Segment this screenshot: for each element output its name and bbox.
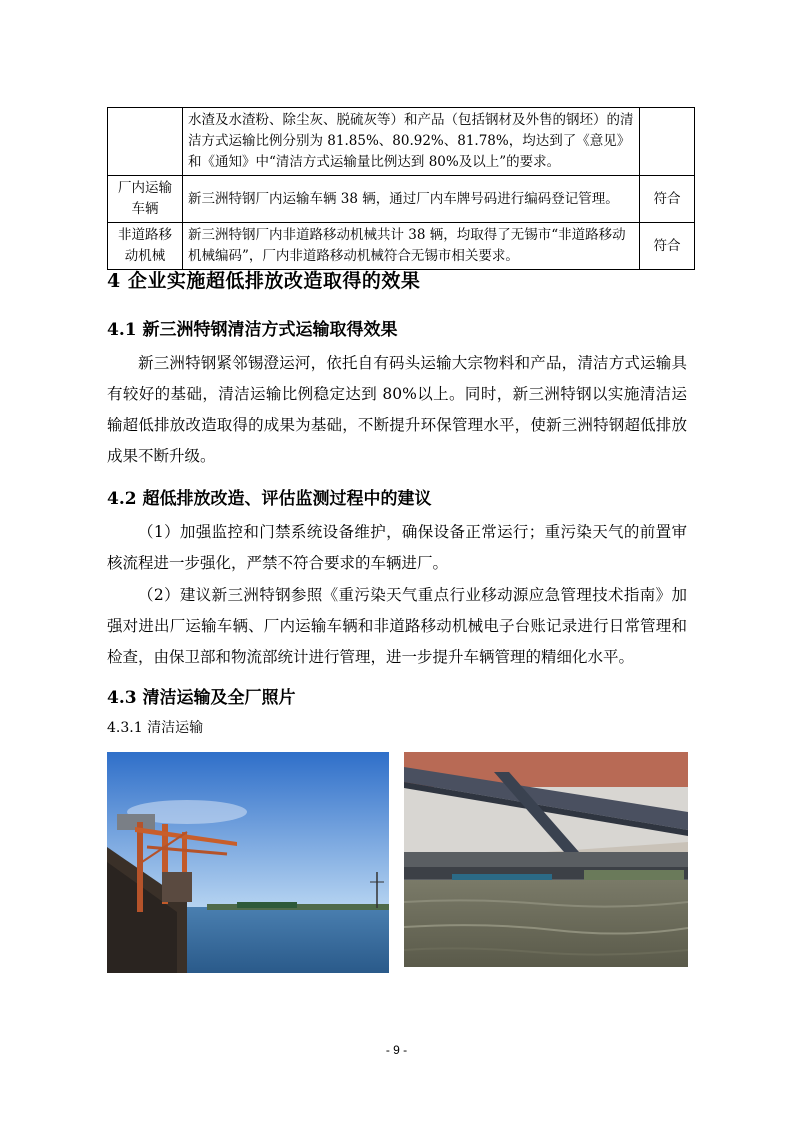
compliance-table [107, 107, 695, 270]
bridge-waterway-photo [404, 752, 688, 967]
table-cell-result: 符合 [640, 176, 695, 223]
section-4-3-heading: 4.3 清洁运输及全厂照片 [107, 688, 296, 708]
table-cell-item: 非道路移动机械 [108, 223, 183, 270]
section-4-2-heading: 4.2 超低排放改造、评估监测过程中的建议 [107, 489, 432, 509]
table-row [108, 223, 695, 270]
page-number: - 9 - [385, 1043, 408, 1057]
table-cell-result [640, 108, 695, 176]
table-row [108, 176, 695, 223]
table-cell-description: 新三洲特钢厂内运输车辆 38 辆，通过厂内车牌号码进行编码登记管理。 [183, 176, 640, 223]
table-cell-description: 新三洲特钢厂内非道路移动机械共计 38 辆，均取得了无锡市“非道路移动机械编码”，厂内非道路移动机械符合无锡市相关要求。 [183, 223, 640, 270]
section-4-3-1-heading: 4.3.1 清洁运输 [107, 720, 204, 736]
table-cell-item [108, 108, 183, 176]
table-cell-item: 厂内运输车辆 [108, 176, 183, 223]
table-cell-description: 水渣及水渣粉、除尘灰、脱硫灰等）和产品（包括钢材及外售的钢坯）的清洁方式运输比例分别为 81.85%、80.92%、81.78%，均达到了《意见》和《通知》中“清洁方式运输量比例达到 80%及以上”的要求。 [183, 108, 640, 176]
suggestion-1-paragraph: （1）加强监控和门禁系统设备维护，确保设备正常运行；重污染天气的前置审核流程进一步强化，严禁不符合要求的车辆进厂。 [107, 523, 687, 572]
suggestion-2-paragraph: （2）建议新三洲特钢参照《重污染天气重点行业移动源应急管理技术指南》加强对进出厂运输车辆、厂内运输车辆和非道路移动机械电子台账记录进行日常管理和检查，由保卫部和物流部统计进行管理，进一步提升车辆管理的精细化水平。 [107, 586, 687, 666]
port-crane-photo [107, 752, 389, 973]
section-4-1-heading: 4.1 新三洲特钢清洁方式运输取得效果 [107, 320, 398, 340]
table-cell-result: 符合 [640, 223, 695, 270]
table-row [108, 108, 695, 176]
section-4-heading: 4 企业实施超低排放改造取得的效果 [107, 270, 421, 292]
section-4-1-paragraph: 新三洲特钢紧邻锡澄运河，依托自有码头运输大宗物料和产品，清洁方式运输具有较好的基础，清洁运输比例稳定达到 80%以上。同时，新三洲特钢以实施清洁运输超低排放改造取得的成果为基础，不断提升环保管理水平，使新三洲特钢超低排放成果不断升级。 [107, 354, 687, 465]
